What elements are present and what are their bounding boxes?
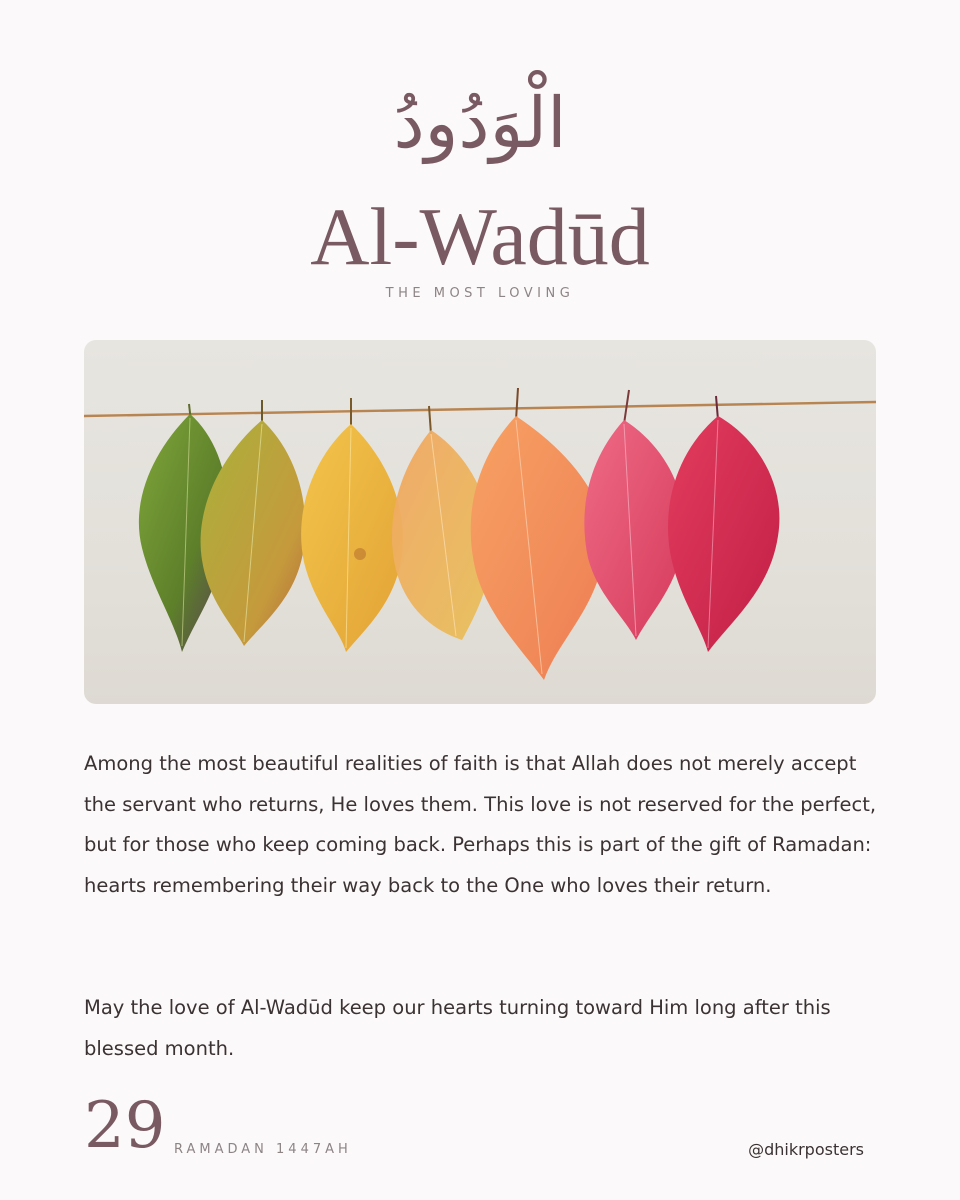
leaf-crimson	[668, 396, 779, 652]
ramadan-date-label: RAMADAN 1447AH	[174, 1142, 352, 1157]
name-meaning: THE MOST LOVING	[385, 286, 575, 301]
body-paragraph-1: Among the most beautiful realities of faith is that Allah does not merely accept the servant who returns, He loves them. This love is not reserved for the perfect, but for those who keep coming back. Perhaps this is part of the gift of Ramadan: hearts remembering their way back to the One who loves their return.	[84, 752, 877, 897]
autumn-leaves-photo	[84, 340, 876, 704]
leaves-illustration	[84, 340, 876, 704]
leaf-yellow	[301, 398, 403, 652]
page-title: Al-Wadūd	[310, 191, 650, 282]
ramadan-day-number: 29	[84, 1089, 166, 1163]
social-handle[interactable]: @dhikrposters	[748, 1140, 864, 1159]
arabic-name: الْوَدُودُ	[393, 82, 567, 164]
body-paragraph-2: May the love of Al-Wadūd keep our hearts turning toward Him long after this blessed month.	[84, 996, 831, 1060]
leaf-yellow-green	[201, 400, 306, 646]
